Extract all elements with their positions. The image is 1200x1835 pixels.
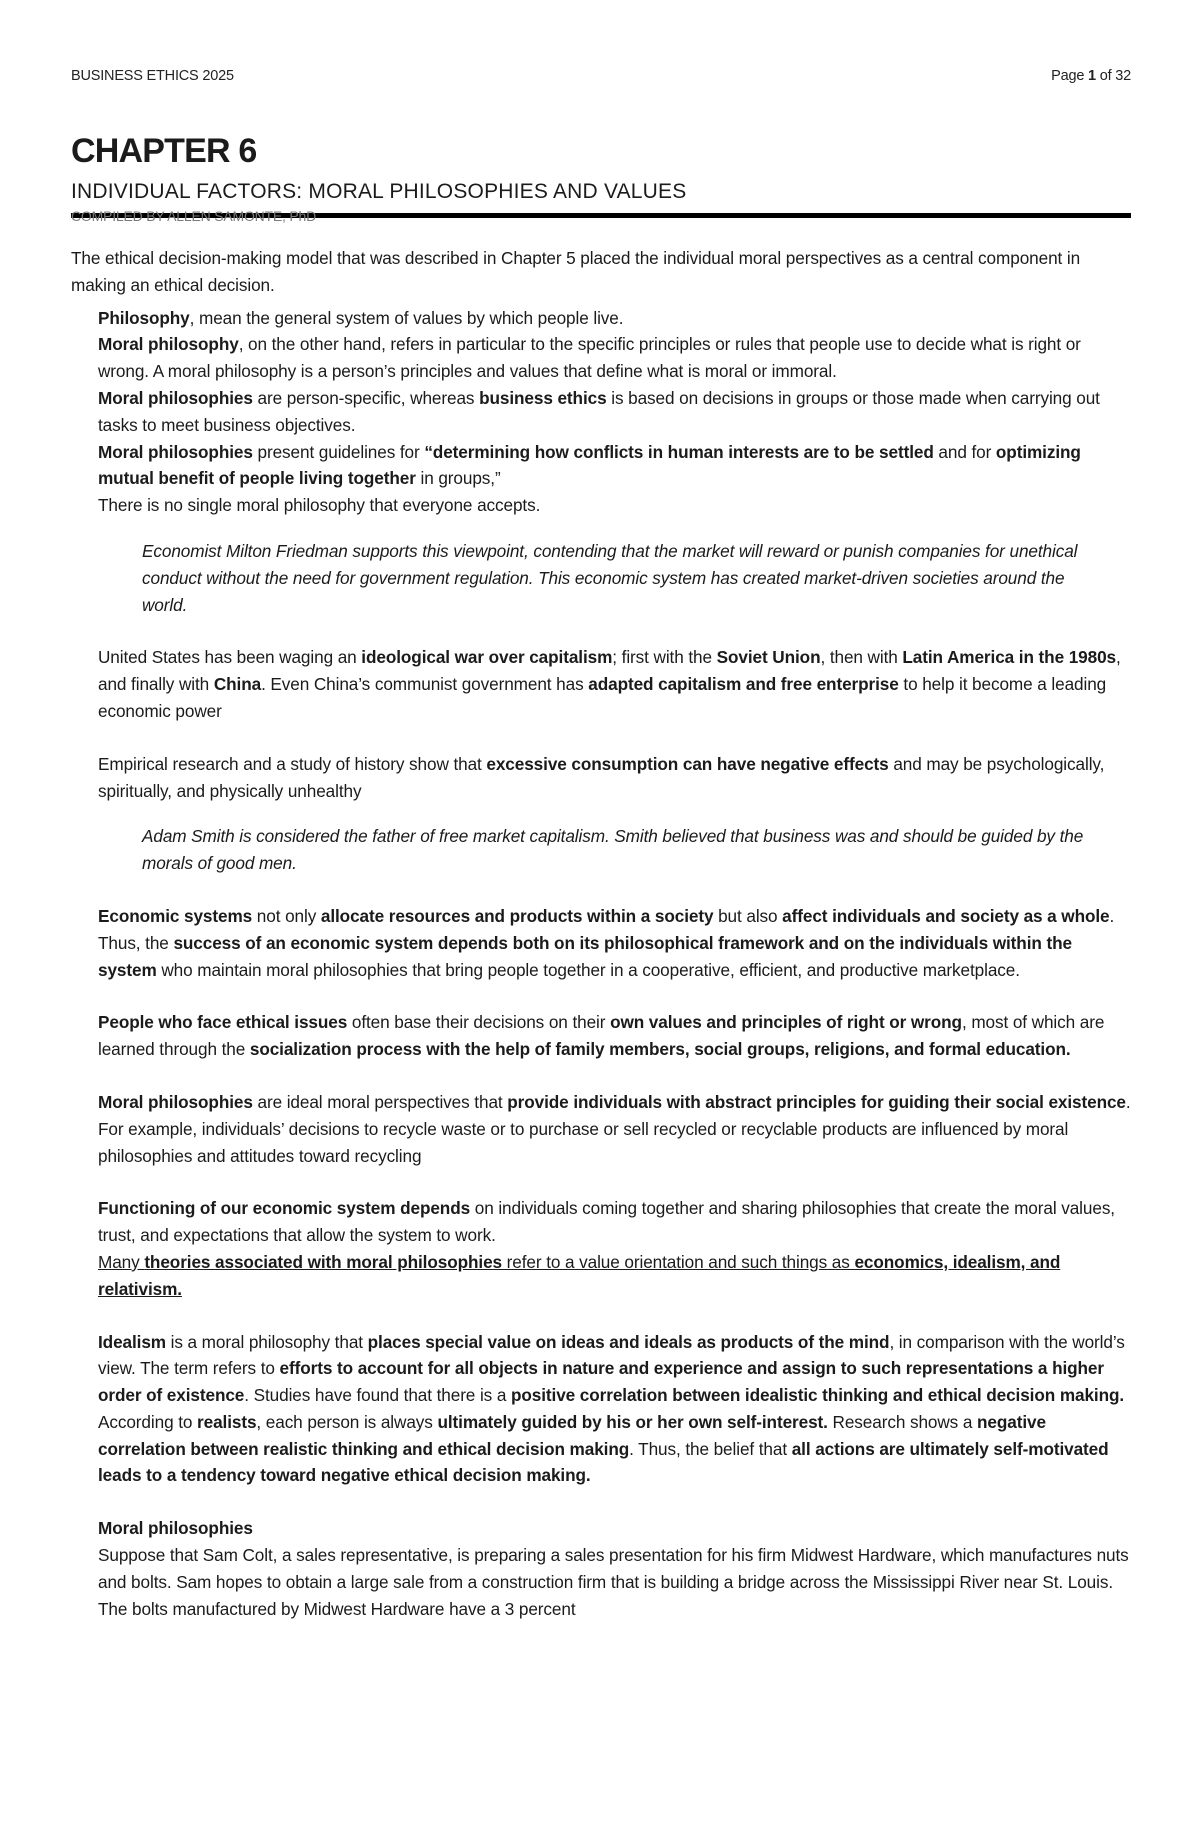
author-line: COMPILED BY ALLEN SAMONTE, PhD [71, 208, 317, 224]
bold-run: provide individuals with abstract principles for guiding their social existence [507, 1091, 1126, 1112]
ideal-perspectives-paragraph [98, 1089, 1131, 1169]
text-run: is a moral philosophy that [165, 1331, 368, 1352]
bold-run: Soviet Union [716, 647, 821, 668]
bold-run: “determining how conflicts in human interests are to be settled [424, 441, 934, 462]
text-run: , each person is always [256, 1411, 438, 1432]
philosophy-definition [98, 305, 1131, 332]
bold-run: Functioning of our economic system depends [98, 1198, 471, 1219]
document-body [71, 245, 1131, 1622]
text-run: not only [252, 905, 321, 926]
ethical-issues-paragraph [98, 1009, 1131, 1063]
sam-colt-paragraph: Suppose that Sam Colt, a sales representative, is preparing a sales presentation for his firm Midwest Hardware, which manufactures nuts and bolts. Sam hopes to obtain a large sale from a construction firm that is building a bridge across the Mississippi River near St. Louis. The bolts manufactured by Midwest Hardware have a 3 percent [98, 1545, 1129, 1619]
bold-run: negative correlation between realistic thinking and ethical decision making [98, 1411, 1046, 1459]
chapter-subtitle: INDIVIDUAL FACTORS: MORAL PHILOSOPHIES AND VALUES [71, 180, 687, 203]
page-prefix: Page [1051, 68, 1089, 84]
moral-philosophies-guidelines [98, 439, 1131, 493]
bold-run: economics, idealism, and relativism. [98, 1251, 1061, 1299]
text-run: , in comparison with the world’s view. The term refers to [98, 1331, 1125, 1379]
text-run: is based on decisions in groups or those made when carrying out tasks to meet business objectives. [98, 387, 1100, 435]
text-run: on individuals coming together and sharing philosophies that create the moral values, trust, and expectations that allow the system to work. [98, 1198, 1115, 1246]
text-run: ; first with the [612, 647, 717, 668]
capitalism-block [71, 644, 1131, 804]
bold-run: Moral philosophies [98, 1091, 253, 1112]
text-run: United States has been waging an [98, 647, 362, 668]
bold-run: ultimately guided by his or her own self-interest. [437, 1411, 828, 1432]
bold-run: affect individuals and society as a whole [782, 905, 1110, 926]
bold-run: Idealism [98, 1331, 166, 1352]
bold-run: success of an economic system depends both on its philosophical framework and on the individuals within the system [98, 932, 1072, 980]
page-number: 1 [1088, 68, 1096, 84]
section-heading [98, 1515, 1131, 1542]
bold-run: Economic systems [98, 905, 253, 926]
capitalism-paragraph [98, 644, 1131, 724]
bold-run: positive correlation between idealistic thinking and ethical decision making. [510, 1385, 1125, 1406]
bold-run: adapted capitalism and free enterprise [588, 674, 899, 695]
text-run: and may be psychologically, spiritually, and physically unhealthy [98, 753, 1105, 801]
economic-systems-paragraph [98, 903, 1131, 983]
text-run: Empirical research and a study of history show that [98, 753, 487, 774]
bold-run: Moral philosophies [98, 387, 253, 408]
bold-run: all actions are ultimately self-motivated leads to a tendency toward negative ethical decision making. [98, 1438, 1109, 1486]
text-run: are ideal moral perspectives that [252, 1091, 508, 1112]
economic-functioning-paragraph [98, 1195, 1131, 1249]
no-single-philosophy: There is no single moral philosophy that everyone accepts. [98, 495, 541, 516]
bold-run: China [213, 674, 262, 695]
bold-run: People who face ethical issues [98, 1012, 348, 1033]
text-run: in groups,” [415, 468, 501, 489]
text-run: Many [98, 1251, 145, 1272]
text-run: , mean the general system of values by which people live. [189, 307, 624, 328]
main-block [71, 903, 1131, 1623]
text-run: , on the other hand, refers in particular to the specific principles or rules that people use to decide what is right or wrong. A moral philosophy is a person’s principles and values that define what is moral or immoral. [98, 334, 1081, 382]
bold-run: realists [197, 1411, 257, 1432]
idealism-paragraph [98, 1329, 1131, 1409]
intro-paragraph: The ethical decision-making model that was described in Chapter 5 placed the individual moral perspectives as a central component in making an ethical decision. [71, 248, 1081, 295]
definitions-block [71, 305, 1131, 519]
running-header [71, 68, 1131, 84]
realism-paragraph [98, 1409, 1131, 1489]
moral-philosophies-vs-business-ethics [98, 385, 1131, 439]
chapter-title: CHAPTER 6 [71, 132, 257, 170]
bold-run: excessive consumption can have negative effects [486, 753, 889, 774]
bold-run: socialization process with the help of family members, social groups, religions, and formal education. [249, 1039, 1071, 1060]
text-run: . Even China’s communist government has [261, 674, 589, 695]
text-run: who maintain moral philosophies that bring people together in a cooperative, efficient, and productive marketplace. [156, 959, 1020, 980]
text-run: are person-specific, whereas [252, 387, 480, 408]
consumption-paragraph [98, 751, 1131, 805]
bold-run: efforts to account for all objects in nature and experience and assign to such representations a higher order of existence [98, 1358, 1104, 1406]
text-run: present guidelines for [252, 441, 425, 462]
bold-run: Latin America in the 1980s [902, 647, 1116, 668]
bold-run: Moral philosophy [98, 334, 239, 355]
bold-run: places special value on ideas and ideals as products of the mind [367, 1331, 890, 1352]
page-separator: of [1095, 68, 1116, 84]
bold-run: optimizing mutual benefit of people living together [98, 441, 1081, 489]
text-run: and for [933, 441, 996, 462]
text-run: but also [713, 905, 783, 926]
text-run: Research shows a [827, 1411, 977, 1432]
course-label: BUSINESS ETHICS 2025 [71, 68, 234, 84]
text-run: refer to a value orientation and such things as [502, 1251, 855, 1272]
text-run: , most of which are learned through the [98, 1012, 1105, 1060]
text-run: , and finally with [98, 647, 1121, 695]
text-run: often base their decisions on their [347, 1012, 611, 1033]
bold-run: theories associated with moral philosophies [144, 1251, 502, 1272]
theories-paragraph [98, 1249, 1131, 1303]
bold-run: ideological war over capitalism [361, 647, 613, 668]
page-total: 32 [1115, 68, 1131, 84]
text-run: . Thus, the belief that [629, 1438, 792, 1459]
section-heading-text: Moral philosophies [98, 1518, 253, 1539]
text-run: . Thus, the [98, 905, 1115, 953]
bold-run: Philosophy [98, 307, 190, 328]
text-run: . Studies have found that there is a [244, 1385, 511, 1406]
page-indicator [1051, 68, 1131, 84]
moral-philosophy-definition [98, 331, 1131, 385]
text-run: , then with [820, 647, 903, 668]
bold-run: allocate resources and products within a society [320, 905, 714, 926]
bold-run: own values and principles of right or wrong [610, 1012, 962, 1033]
text-run: to help it become a leading economic power [98, 674, 1107, 721]
text-run: . For example, individuals’ decisions to recycle waste or to purchase or sell recycled or recyclable products are influenced by moral philosophies and attitudes toward recycling [98, 1091, 1131, 1166]
text-run: According to [98, 1411, 198, 1432]
adam-smith-quote: Adam Smith is considered the father of free market capitalism. Smith believed that business was and should be guided by the morals of good men. [142, 826, 1084, 874]
bold-run: business ethics [479, 387, 607, 408]
bold-run: Moral philosophies [98, 441, 253, 462]
friedman-quote: Economist Milton Friedman supports this viewpoint, contending that the market will reward or punish companies for unethical conduct without the need for government regulation. This economic system has created market-driven societies around the world. [142, 540, 1078, 615]
